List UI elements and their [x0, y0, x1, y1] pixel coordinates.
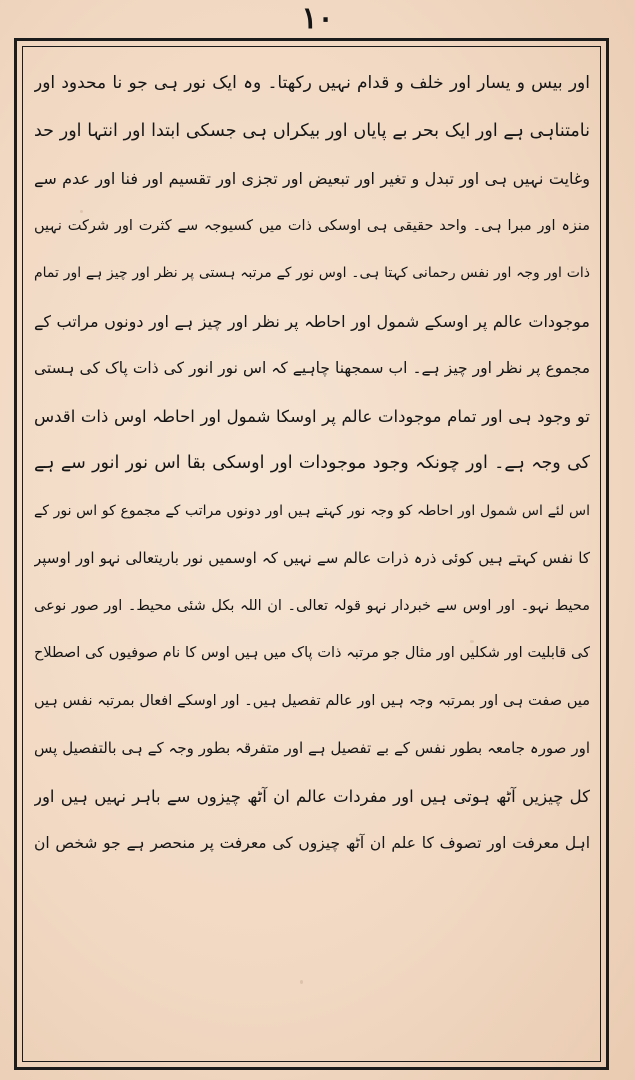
text-line: کل چیزیں آٹھ ہوتی ہیں اور مفردات عالم ان آٹھ چیزوں سے باہر نہیں ہیں اور — [34, 786, 590, 806]
text-line: مجموع پر نظر اور چیز ہے۔ اب سمجھنا چاہیے کہ اس نور انور کی ذات پاک کی ہستی — [34, 359, 590, 377]
page-number: ۱۰ — [301, 1, 334, 36]
text-line: اہل معرفت اور تصوف کا علم ان آٹھ چیزوں کی معرفت پر منحصر ہے جو شخص ان — [34, 834, 590, 852]
text-line: محیط نہو۔ اور اوس سے خبردار نہو قولہ تعالی۔ ان اللہ بکل شئی محیط۔ اور صور نوعی — [34, 597, 590, 614]
text-line: میں صفت ہی اور بمرتبہ وجہ ہیں اور عالم تفصیل ہیں۔ اور اوسکے افعال بمرتبہ نفس ہیں — [34, 692, 590, 709]
text-line: منزہ اور مبرا ہی۔ واحد حقیقی ہی اوسکی ذات میں کسیوجہ سے کثرت اور شرکت نہیں — [34, 217, 590, 234]
text-line: تو وجود ہی اور تمام موجودات عالم پر اوسکا شمول اور احاطہ اوس ذات اقدس — [34, 406, 590, 426]
text-line: اور بیس و یسار اور خلف و قدام نہیں رکھتا۔ وہ ایک نور ہی جو نا محدود اور — [34, 73, 590, 93]
text-line: موجودات عالم پر اوسکے شمول اور احاطہ پر نظر اور چیز ہے اور دونوں مراتب کے — [34, 311, 590, 331]
urdu-text-block — [34, 60, 590, 1060]
text-line: کی وجہ ہے۔ اور چونکہ وجود موجودات اور اوسکی بقا اس نور انور سے ہے — [34, 453, 590, 473]
text-line: کا نفس کہتے ہیں کوئی ذرہ ذرات عالم سے نہیں کہ اوسمیں نور باریتعالی نہو اور اوسپر — [34, 549, 590, 567]
text-line: وغایت نہیں ہی اور تبدل و تغیر اور تبعیض اور تجزی اور تقسیم اور فنا اور عدم سے — [34, 169, 590, 188]
text-line: اس لئے اس شمول اور احاطہ کو وجہ نور کہتے ہیں اور دونوں مراتب کے مجموع کو اس نور کے — [34, 502, 590, 519]
text-line: اور صورہ جامعہ بطور نفس کے بے تفصیل ہے اور متفرقہ بطور وجہ کے ہی بالتفصیل پس — [34, 739, 590, 757]
text-line: ذات اور وجہ اور نفس رحمانی کہتا ہی۔ اوس نور کے مرتبہ ہستی پر نظر اور چیز ہے اور تمام — [34, 265, 590, 281]
text-line: نامتناہی ہے اور ایک بحر بے پایاں اور بیکراں ہی جسکی ابتدا اور انتہا اور حد — [34, 120, 590, 141]
text-line: کی قابلیت اور شکلیں اور مثال جو مرتبہ ذات پاک میں ہیں اوس کا نام صوفیوں کی اصطلاح — [34, 645, 590, 661]
